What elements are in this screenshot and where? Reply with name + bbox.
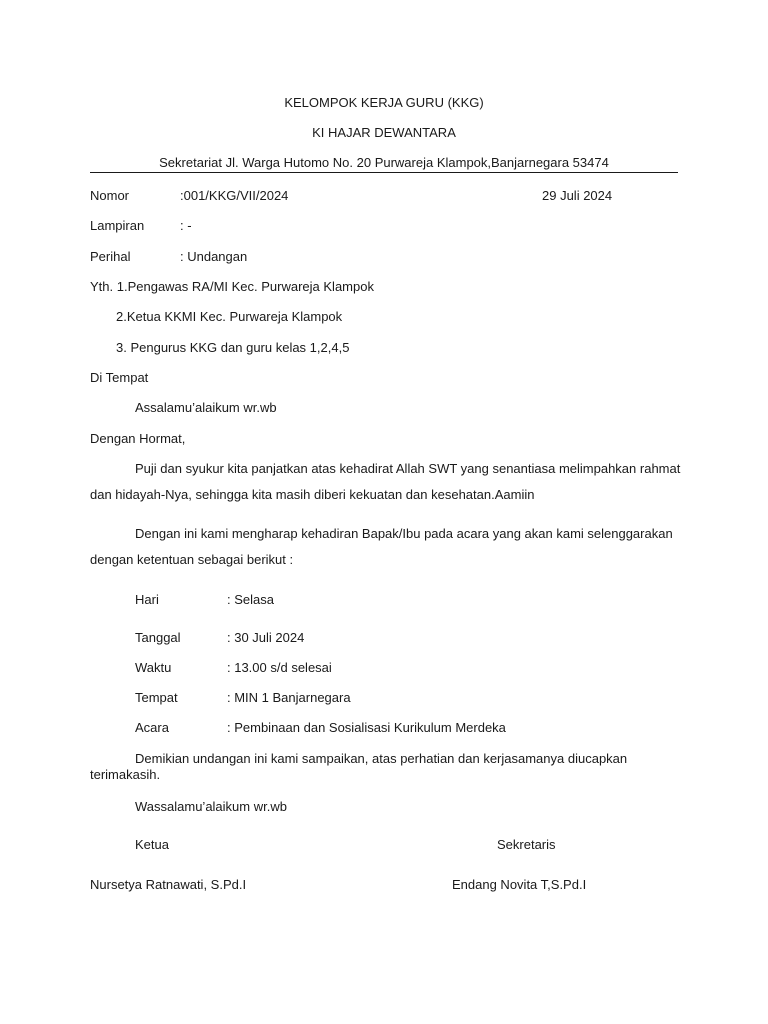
letterhead-org: KELOMPOK KERJA GURU (KKG) [284, 95, 484, 110]
signature-left-name: Nursetya Ratnawati, S.Pd.I [90, 877, 247, 892]
closing-line-1: Demikian undangan ini kami sampaikan, atas perhatian dan kerjasamanya diucapkan [135, 751, 628, 766]
recipient-place: Di Tempat [90, 370, 149, 385]
paragraph-1-line-2: dan hidayah-Nya, sehingga kita masih diberi kekuatan dan kesehatan.Aamiin [90, 487, 535, 502]
farewell: Wassalamu’alaikum wr.wb [135, 799, 287, 814]
letterhead-divider [90, 172, 678, 173]
letterhead-name: KI HAJAR DEWANTARA [312, 125, 456, 140]
event-label: Tanggal [135, 630, 181, 645]
closing-line-2: terimakasih. [90, 767, 161, 782]
event-label: Acara [135, 720, 169, 735]
recipient-line-1: Yth. 1.Pengawas RA/MI Kec. Purwareja Klampok [90, 279, 374, 294]
event-value: : Pembinaan dan Sosialisasi Kurikulum Merdeka [227, 720, 506, 735]
letterhead-address: Sekretariat Jl. Warga Hutomo No. 20 Purwareja Klampok,Banjarnegara 53474 [159, 155, 609, 170]
salutation: Dengan Hormat, [90, 431, 186, 446]
signature-left-title: Ketua [135, 837, 169, 852]
paragraph-2-line-2: dengan ketentuan sebagai berikut : [90, 552, 294, 567]
lampiran-value: : - [180, 218, 192, 233]
event-value: : Selasa [227, 592, 274, 607]
lampiran-label: Lampiran [90, 218, 145, 233]
perihal-label: Perihal [90, 249, 131, 264]
nomor-value: :001/KKG/VII/2024 [180, 188, 289, 203]
event-value: : 13.00 s/d selesai [227, 660, 332, 675]
greeting: Assalamu’alaikum wr.wb [135, 400, 277, 415]
signature-right-title: Sekretaris [497, 837, 556, 852]
event-value: : 30 Juli 2024 [227, 630, 305, 645]
perihal-value: : Undangan [180, 249, 248, 264]
signature-right-name: Endang Novita T,S.Pd.I [452, 877, 587, 892]
event-value: : MIN 1 Banjarnegara [227, 690, 351, 705]
event-label: Tempat [135, 690, 178, 705]
recipient-line-2: 2.Ketua KKMI Kec. Purwareja Klampok [116, 309, 343, 324]
letter-date: 29 Juli 2024 [542, 188, 613, 203]
event-label: Hari [135, 592, 159, 607]
nomor-label: Nomor [90, 188, 130, 203]
event-label: Waktu [135, 660, 172, 675]
paragraph-2-line-1: Dengan ini kami mengharap kehadiran Bapak/Ibu pada acara yang akan kami selenggarakan [135, 526, 673, 541]
paragraph-1-line-1: Puji dan syukur kita panjatkan atas kehadirat Allah SWT yang senantiasa melimpahkan rahmat [135, 461, 681, 476]
recipient-line-3: 3. Pengurus KKG dan guru kelas 1,2,4,5 [116, 340, 350, 355]
